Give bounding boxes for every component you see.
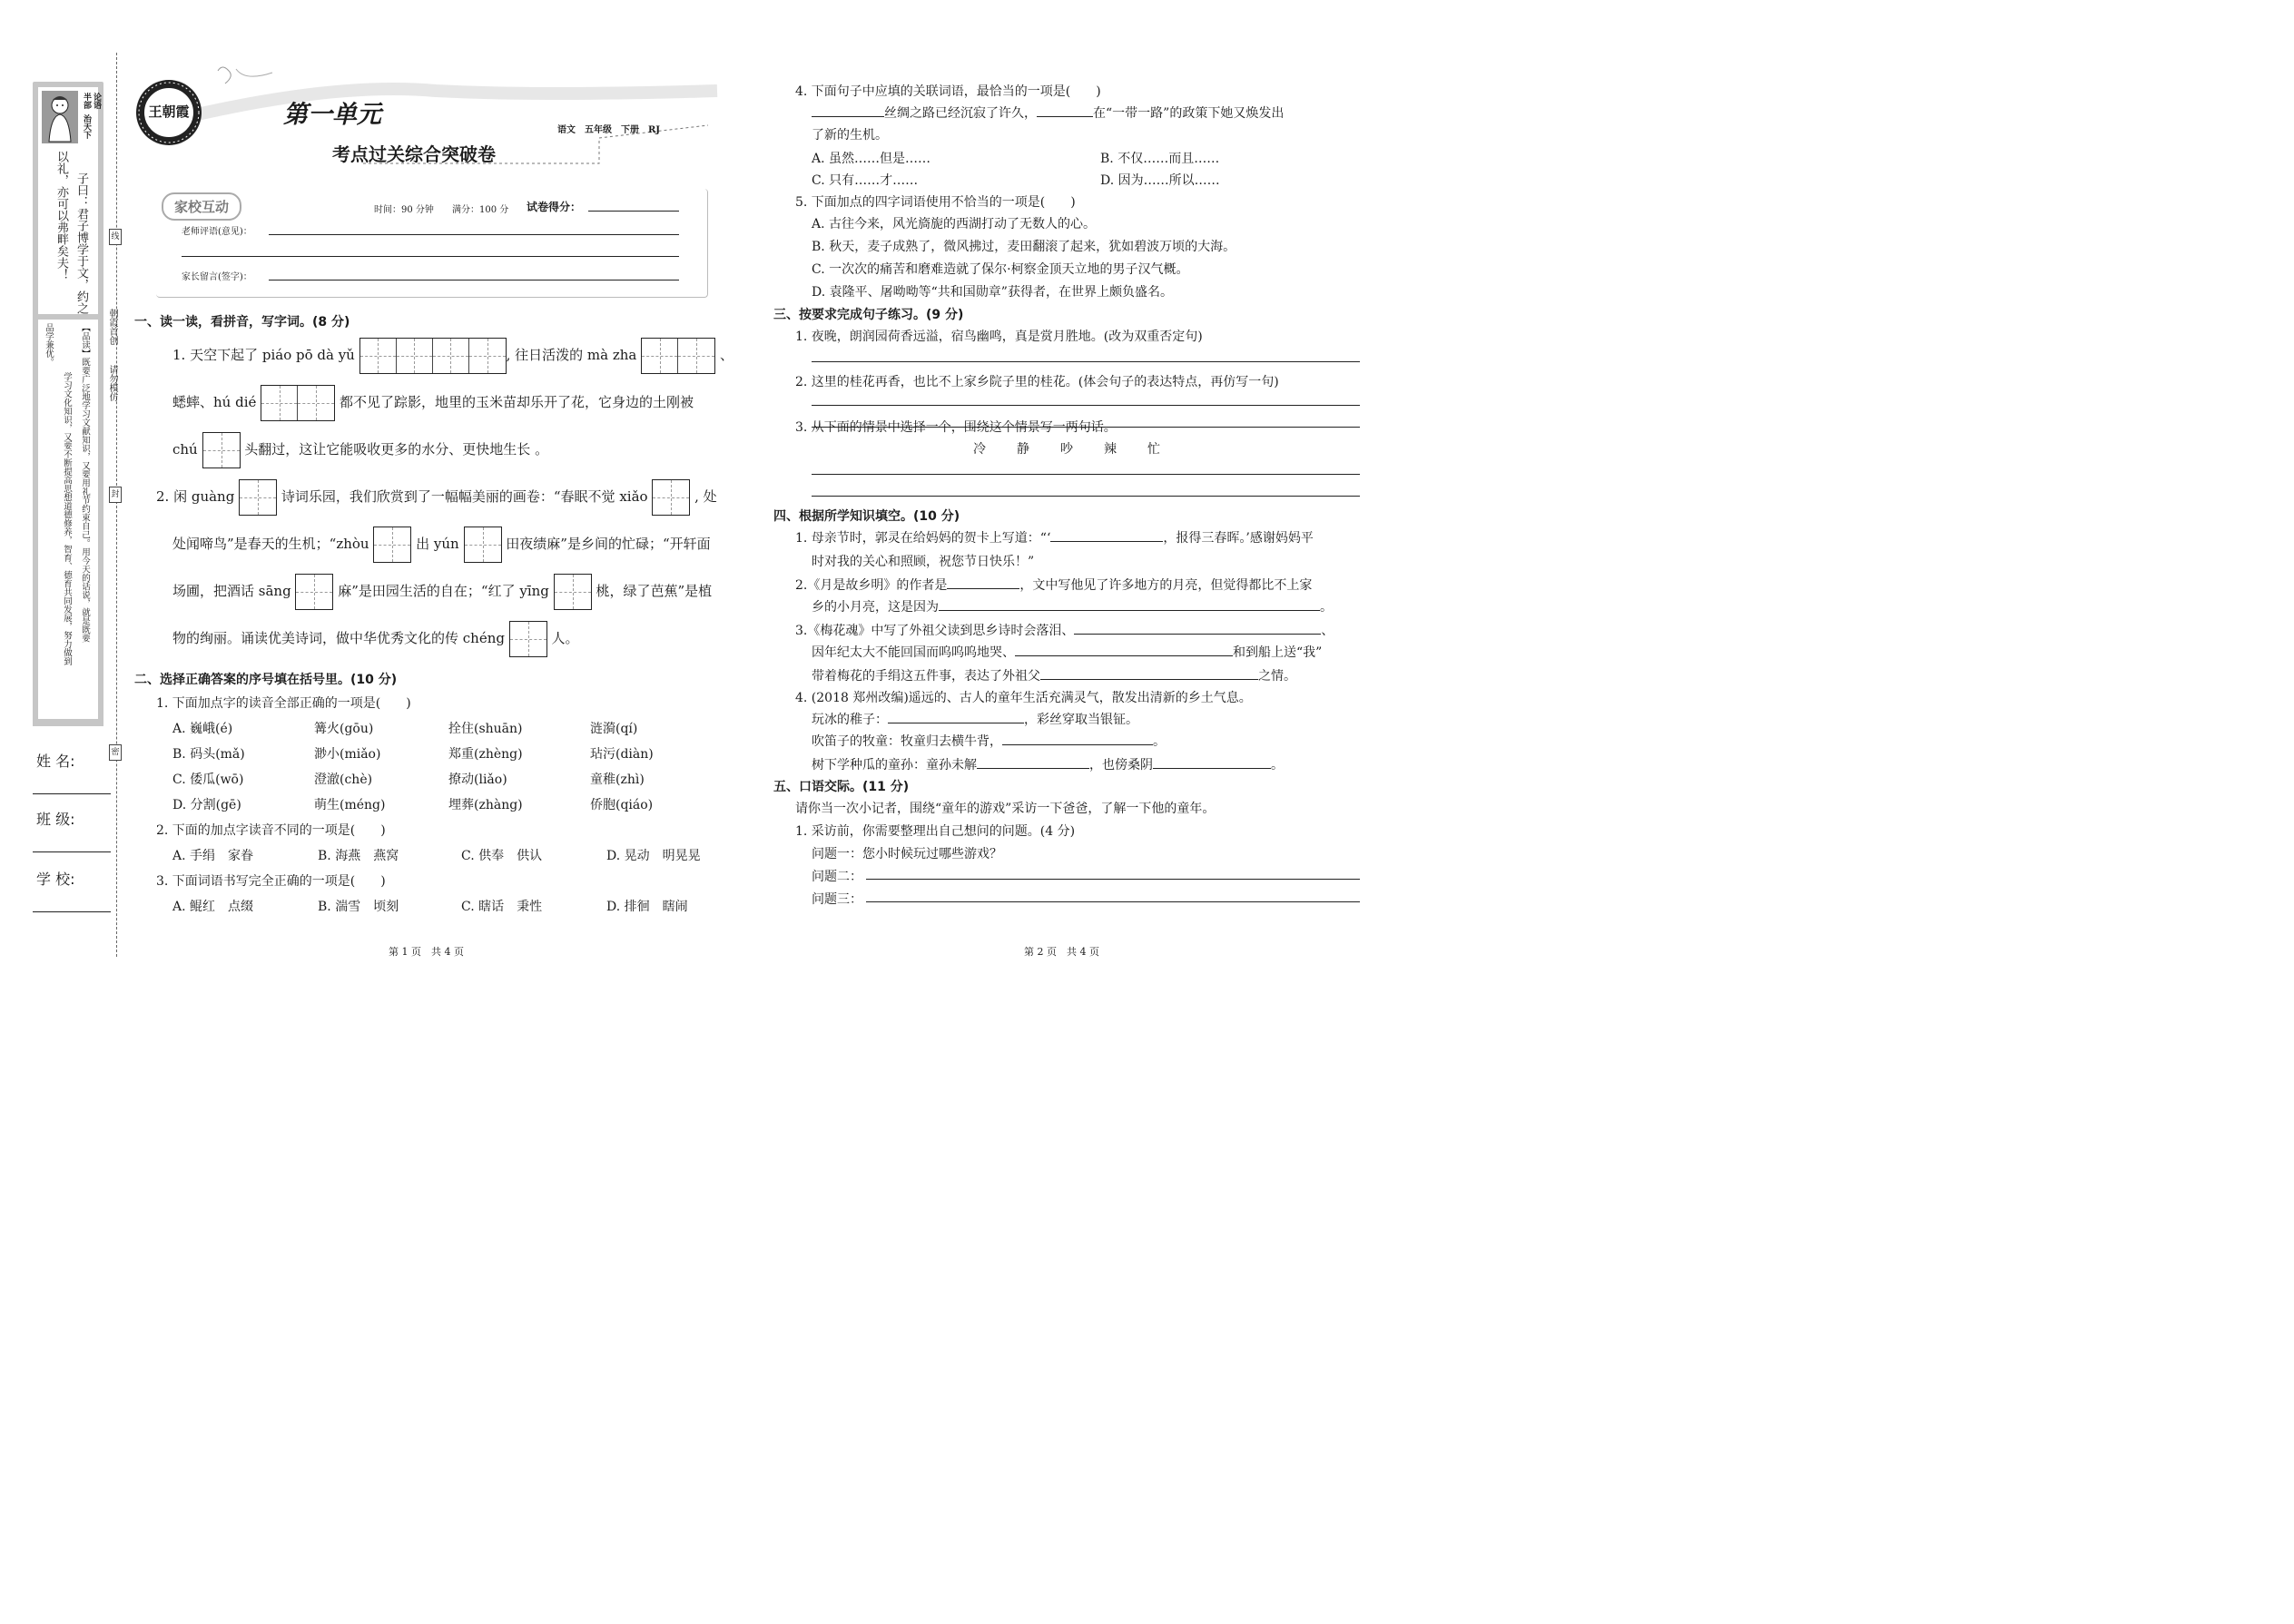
s1-text: 出 yún xyxy=(416,536,459,552)
s1-text: 、 xyxy=(719,347,733,363)
parent-note-label: 家长留言(签字)： xyxy=(182,272,252,282)
s4-q2-blank-1[interactable] xyxy=(947,576,1019,589)
paper-meta: 语文 五年级 下册 RJ xyxy=(557,125,661,135)
pinyin-box-xiao[interactable] xyxy=(652,479,690,516)
s1-text: 田夜绩麻”是乡间的忙碌；“开轩面 xyxy=(506,536,711,552)
section-2-title: 二、选择正确答案的序号填在括号里。(10 分) xyxy=(134,673,398,687)
quote-col-1: 子曰：君子博学于文，约之 xyxy=(74,172,88,314)
s2-q1-B4: 玷污(diàn) xyxy=(590,747,654,762)
time-info: 时间：90 分钟 xyxy=(374,205,434,215)
pinyin-box-sang[interactable] xyxy=(295,574,333,610)
s5-p3-answer[interactable] xyxy=(866,901,1360,902)
s4-q4-blank-4[interactable] xyxy=(1153,756,1271,769)
r-text: 和到船上送“我” xyxy=(1233,645,1323,660)
scholar-icon xyxy=(42,91,78,143)
r-q4: 4. 下面句子中应填的关联词语，最恰当的一项是( ) xyxy=(795,84,1101,99)
r-q4-s2: 了新的生机。 xyxy=(812,128,888,143)
s2-q1-D4: 侨胞(qiáo) xyxy=(590,798,654,812)
r-text: 1. 母亲节时，郭灵在给妈妈的贺卡上写道：“‘ xyxy=(795,531,1051,546)
cut-mark-feng: 封 xyxy=(109,487,122,503)
s4-q3-blank-2[interactable] xyxy=(1015,644,1233,656)
s2-q1-D3: 埋葬(zhàng) xyxy=(448,798,523,812)
full-score: 满分：100 分 xyxy=(452,205,509,215)
s1-text: 诗词乐园，我们欣赏到了一幅幅美丽的画卷：“春眠不觉 xiǎo xyxy=(281,488,648,505)
s4-q3b xyxy=(812,643,1322,661)
r-text: 在“一带一路”的政策下她又焕发出 xyxy=(1093,106,1285,121)
s3-q2: 2. 这里的桂花再香，也比不上家乡院子里的桂花。(体会句子的表达特点，再仿写一句) xyxy=(795,375,1279,389)
paper-subtitle: 考点过关综合突破卷 xyxy=(332,143,496,165)
s2-q1-D2: 萌生(méng) xyxy=(314,798,386,812)
r-q4-sentence xyxy=(812,103,1284,122)
s1-text: 人。 xyxy=(551,630,579,646)
s2-q3-B: B. 湍雪 顷刻 xyxy=(318,900,399,914)
s1-text: 麻”是田园生活的自在；“红了 yīng xyxy=(338,583,549,599)
s1-line-4 xyxy=(156,479,717,516)
r-text: 玩冰的稚子： xyxy=(812,713,888,727)
class-field[interactable] xyxy=(33,851,111,852)
r-text: 丝绸之路已经沉寂了许久， xyxy=(884,106,1037,121)
q4-blank-1[interactable] xyxy=(812,104,884,117)
s3-word-3: 吵 xyxy=(1060,442,1073,457)
pinyin-box-cheng[interactable] xyxy=(509,621,547,657)
s3-word-2: 静 xyxy=(1017,442,1029,457)
r-text: 乡的小月亮，这是因为 xyxy=(812,600,939,615)
s3-q3-answer-1[interactable] xyxy=(812,474,1360,475)
ribbon-icon xyxy=(218,67,231,84)
parent-note-field[interactable] xyxy=(269,280,679,281)
score-field[interactable] xyxy=(588,211,679,212)
s2-q3-D: D. 排徊 瞎闹 xyxy=(606,900,688,914)
s2-q1-C1: C. 倭瓜(wō) xyxy=(172,773,244,787)
s1-text: 处闻啼鸟”是春天的生机；“zhòu xyxy=(172,536,369,552)
s4-q4-line-3: 树下学种瓜的童孙：童孙未解 ，也傍桑阴 。 xyxy=(812,758,1284,773)
s5-intro: 请你当一次小记者，围绕“童年的游戏”采访一下爸爸，了解一下他的童年。 xyxy=(795,802,1216,816)
s1-text: 场圃，把酒话 sāng xyxy=(172,583,291,599)
s3-q1-answer[interactable] xyxy=(812,361,1360,362)
r-q5-A: A. 古往今来，风光旖旎的西湖打动了无数人的心。 xyxy=(812,217,1097,231)
cut-mark-xian: 线 xyxy=(109,229,122,245)
cut-mark-mi: 密 xyxy=(109,744,122,761)
r-text: 2.《月是故乡明》的作者是 xyxy=(795,578,948,593)
teacher-comment-field-2[interactable] xyxy=(182,256,679,257)
pinyin-box-ying[interactable] xyxy=(554,574,592,610)
pinda-col-3: 品学兼优。 xyxy=(44,323,54,367)
teacher-comment-label: 老师评语(意见)： xyxy=(182,227,252,237)
s3-word-1: 冷 xyxy=(973,442,986,457)
s3-word-5: 忙 xyxy=(1147,442,1160,457)
s1-text: 都不见了踪影，地里的玉米苗却乐开了花，它身边的土刚被 xyxy=(339,394,694,410)
section-3-title: 三、按要求完成句子练习。(9 分) xyxy=(773,308,964,322)
s2-q1-B1: B. 码头(mǎ) xyxy=(172,747,245,762)
r-text: 之情。 xyxy=(1258,669,1296,684)
s4-q4-blank-1[interactable] xyxy=(888,711,1024,723)
r-text: ，文中写他见了许多地方的月亮，但觉得都比不上家 xyxy=(1019,578,1313,593)
s2-q2: 2. 下面的加点字读音不同的一项是( ) xyxy=(156,823,386,838)
r-text: ，也傍桑阴 xyxy=(1089,758,1153,773)
r-text: ，彩丝穿取当银钲。 xyxy=(1024,713,1138,727)
s5-p2: 问题二： xyxy=(812,870,862,884)
s1-text: 1. 天空下起了 piáo pō dà yǔ xyxy=(172,347,355,363)
school-label: 学 校: xyxy=(36,871,75,888)
quote-col-2: 以礼，亦可以弗畔矣夫！ xyxy=(54,151,68,281)
s5-p2-answer[interactable] xyxy=(866,879,1360,880)
r-text: 3.《梅花魂》中写了外祖父读到思乡诗时会落泪、 xyxy=(795,624,1075,638)
section-5-title: 五、口语交际。(11 分) xyxy=(773,780,910,794)
pinyin-box-guang[interactable] xyxy=(239,479,277,516)
r-text: ，报得三春晖。’感谢妈妈平 xyxy=(1163,531,1314,546)
s2-q1: 1. 下面加点字的读音全部正确的一项是( ) xyxy=(156,696,411,711)
s4-q2c: 乡的小月亮，这是因为 。 xyxy=(812,600,1333,615)
s4-q4-blank-2[interactable] xyxy=(1002,733,1153,745)
r-q5-C: C. 一次次的痛苦和磨难造就了保尔·柯察金顶天立地的男子汉气概。 xyxy=(812,262,1189,277)
badge-col-3: 治天下 xyxy=(82,114,91,139)
s3-q1: 1. 夜晚，朗润园荷香远溢，宿鸟幽鸣，真是赏月胜地。(改为双重否定句) xyxy=(795,330,1203,344)
s1-text: , 处 xyxy=(694,488,717,505)
r-text: 带着梅花的手绢这五件事，表达了外祖父 xyxy=(812,669,1040,684)
r-text: 因年纪太大不能回国而呜呜呜地哭、 xyxy=(812,645,1015,660)
s3-word-4: 辣 xyxy=(1104,442,1117,457)
pinyin-box-yun[interactable] xyxy=(464,527,502,563)
pinyin-box-piaopodayu[interactable] xyxy=(359,338,507,374)
s2-q2-C: C. 供奉 供认 xyxy=(461,849,543,863)
s2-q1-A4: 涟漪(qí) xyxy=(590,722,638,736)
s1-text: , 往日活泼的 mà zha xyxy=(506,347,637,363)
s2-q2-D: D. 晃动 明晃晃 xyxy=(606,849,701,863)
s5-p3: 问题三： xyxy=(812,892,862,907)
s1-line-5 xyxy=(172,527,726,563)
pinyin-box-chu[interactable] xyxy=(202,432,241,468)
section-1-title: 一、读一读，看拼音，写字词。(8 分) xyxy=(134,315,350,330)
s3-q3: 3. 从下面的情景中选择一个，围绕这个情景写一两句话。 xyxy=(795,420,1117,435)
notice-2: 请勿模仿 xyxy=(107,365,117,401)
s2-q1-C3: 撩动(liǎo) xyxy=(448,773,507,787)
s2-q3-C: C. 瞎话 秉性 xyxy=(461,900,543,914)
s4-q3d xyxy=(812,666,1296,684)
s5-p1: 问题一：您小时候玩过哪些游戏？ xyxy=(812,847,1002,861)
s4-q2 xyxy=(795,576,1312,594)
s4-q4-line-1 xyxy=(812,710,1138,728)
s1-line-6 xyxy=(172,574,726,610)
name-field[interactable] xyxy=(33,793,111,794)
r-q4-D: D. 因为……所以…… xyxy=(1100,173,1220,188)
footer-left: 第 1 页 共 4 页 xyxy=(389,946,464,958)
s5-q1: 1. 采访前，你需要整理出自己想问的问题。(4 分) xyxy=(795,824,1076,839)
r-q5-B: B. 秋天，麦子成熟了，微风拂过，麦田翻滚了起来，犹如碧波万顷的大海。 xyxy=(812,240,1236,254)
s1-text: 2. 闲 guàng xyxy=(156,488,235,505)
s1-line-7 xyxy=(172,621,726,657)
s2-q3-A: A. 鲲红 点缀 xyxy=(172,900,254,914)
section-4-title: 四、根据所学知识填空。(10 分) xyxy=(773,509,960,524)
s2-q1-C2: 澄澈(chè) xyxy=(314,773,373,787)
s2-q1-B3: 郑重(zhèng) xyxy=(448,747,523,762)
unit-title: 第一单元 xyxy=(283,101,381,129)
notice-1: 朝霞首创 xyxy=(107,309,117,345)
name-label: 姓 名: xyxy=(36,753,75,770)
s4-q4-line-2: 吹笛子的牧童：牧童归去横牛背， 。 xyxy=(812,734,1166,749)
r-text: 吹笛子的牧童：牧童归去横牛背， xyxy=(812,734,1002,749)
r-q5: 5. 下面加点的四字词语使用不恰当的一项是( ) xyxy=(795,195,1076,210)
pinyin-box-mazha[interactable] xyxy=(641,338,715,374)
s2-q1-B2: 渺小(miǎo) xyxy=(314,747,381,762)
r-q4-C: C. 只有……才…… xyxy=(812,173,919,188)
pinyin-box-hudie[interactable] xyxy=(261,385,335,421)
s4-q1-blank[interactable] xyxy=(1050,529,1163,542)
s4-q3a: 3.《梅花魂》中写了外祖父读到思乡诗时会落泪、 、 xyxy=(795,624,1334,638)
s2-q2-A: A. 手绢 家眷 xyxy=(172,849,254,863)
r-q5-D: D. 袁隆平、屠呦呦等“共和国勋章”获得者，在世界上颇负盛名。 xyxy=(812,285,1173,300)
s2-q2-B: B. 海燕 燕窝 xyxy=(318,849,399,863)
s2-q3: 3. 下面词语书写完全正确的一项是( ) xyxy=(156,874,386,889)
s4-q2-blank-2[interactable] xyxy=(939,598,1320,611)
s2-q1-A3: 拴住(shuān) xyxy=(448,722,523,736)
pinyin-box-zhou[interactable] xyxy=(373,527,411,563)
s4-q1 xyxy=(795,528,1314,546)
s2-q1-C4: 童稚(zhì) xyxy=(590,773,645,787)
s1-text: 头翻过，这让它能吸收更多的水分、更快地生长 。 xyxy=(244,441,549,458)
s2-q1-A1: A. 巍峨(é) xyxy=(172,722,233,736)
score-label: 试卷得分： xyxy=(527,201,582,213)
home-school-tag: 家校互动 xyxy=(162,192,241,221)
s4-q3-blank-1[interactable] xyxy=(1074,622,1321,635)
s4-q3-blank-3[interactable] xyxy=(1040,667,1258,680)
r-text: 树下学种瓜的童孙：童孙未解 xyxy=(812,758,977,773)
s1-line-2 xyxy=(172,385,726,421)
s1-text: chú xyxy=(172,441,198,458)
s4-q4-blank-3[interactable] xyxy=(977,756,1089,769)
footer-right: 第 2 页 共 4 页 xyxy=(1024,946,1099,958)
pinda-panel xyxy=(33,314,103,726)
badge-col-1: 半部 xyxy=(82,93,91,109)
s3-q2-answer-1[interactable] xyxy=(812,405,1360,406)
logo-text: 王朝霞 xyxy=(148,103,190,120)
s2-q1-D1: D. 分割(gē) xyxy=(172,798,241,812)
s2-q1-A2: 篝火(gōu) xyxy=(314,722,374,736)
badge-col-2: 论语 xyxy=(92,93,101,109)
school-field[interactable] xyxy=(33,911,111,912)
pinda-col-1: 【品读】既要广泛地学习文献知识，又要用礼节约束自己。用今天的话说，就是既要 xyxy=(80,323,90,643)
class-label: 班 级: xyxy=(36,811,75,828)
s1-line-3 xyxy=(172,432,726,468)
pinda-col-2: 学习文化知识，又要不断提高思想道德修养，智育、德育共同发展，努力做到 xyxy=(62,372,72,665)
cut-line xyxy=(116,53,117,957)
q4-blank-2[interactable] xyxy=(1037,104,1093,117)
s1-text: 蟋蟀、hú dié xyxy=(172,394,257,410)
s3-q3-answer-2[interactable] xyxy=(812,496,1360,497)
s1-text: 物的绚丽。诵读优美诗词，做中华优秀文化的传 chéng xyxy=(172,630,505,646)
teacher-comment-field[interactable] xyxy=(269,234,679,235)
s4-q4: 4. (2018 郑州改编)遥远的、古人的童年生活充满灵气，散发出清新的乡土气息。 xyxy=(795,691,1252,705)
r-q4-B: B. 不仅……而且…… xyxy=(1100,152,1220,166)
s4-q1c: 时对我的关心和照顾，祝您节日快乐！” xyxy=(812,555,1035,569)
s1-text: 桃，绿了芭蕉”是植 xyxy=(596,583,713,599)
s1-line-1 xyxy=(172,338,733,374)
r-q4-A: A. 虽然……但是…… xyxy=(812,152,931,166)
